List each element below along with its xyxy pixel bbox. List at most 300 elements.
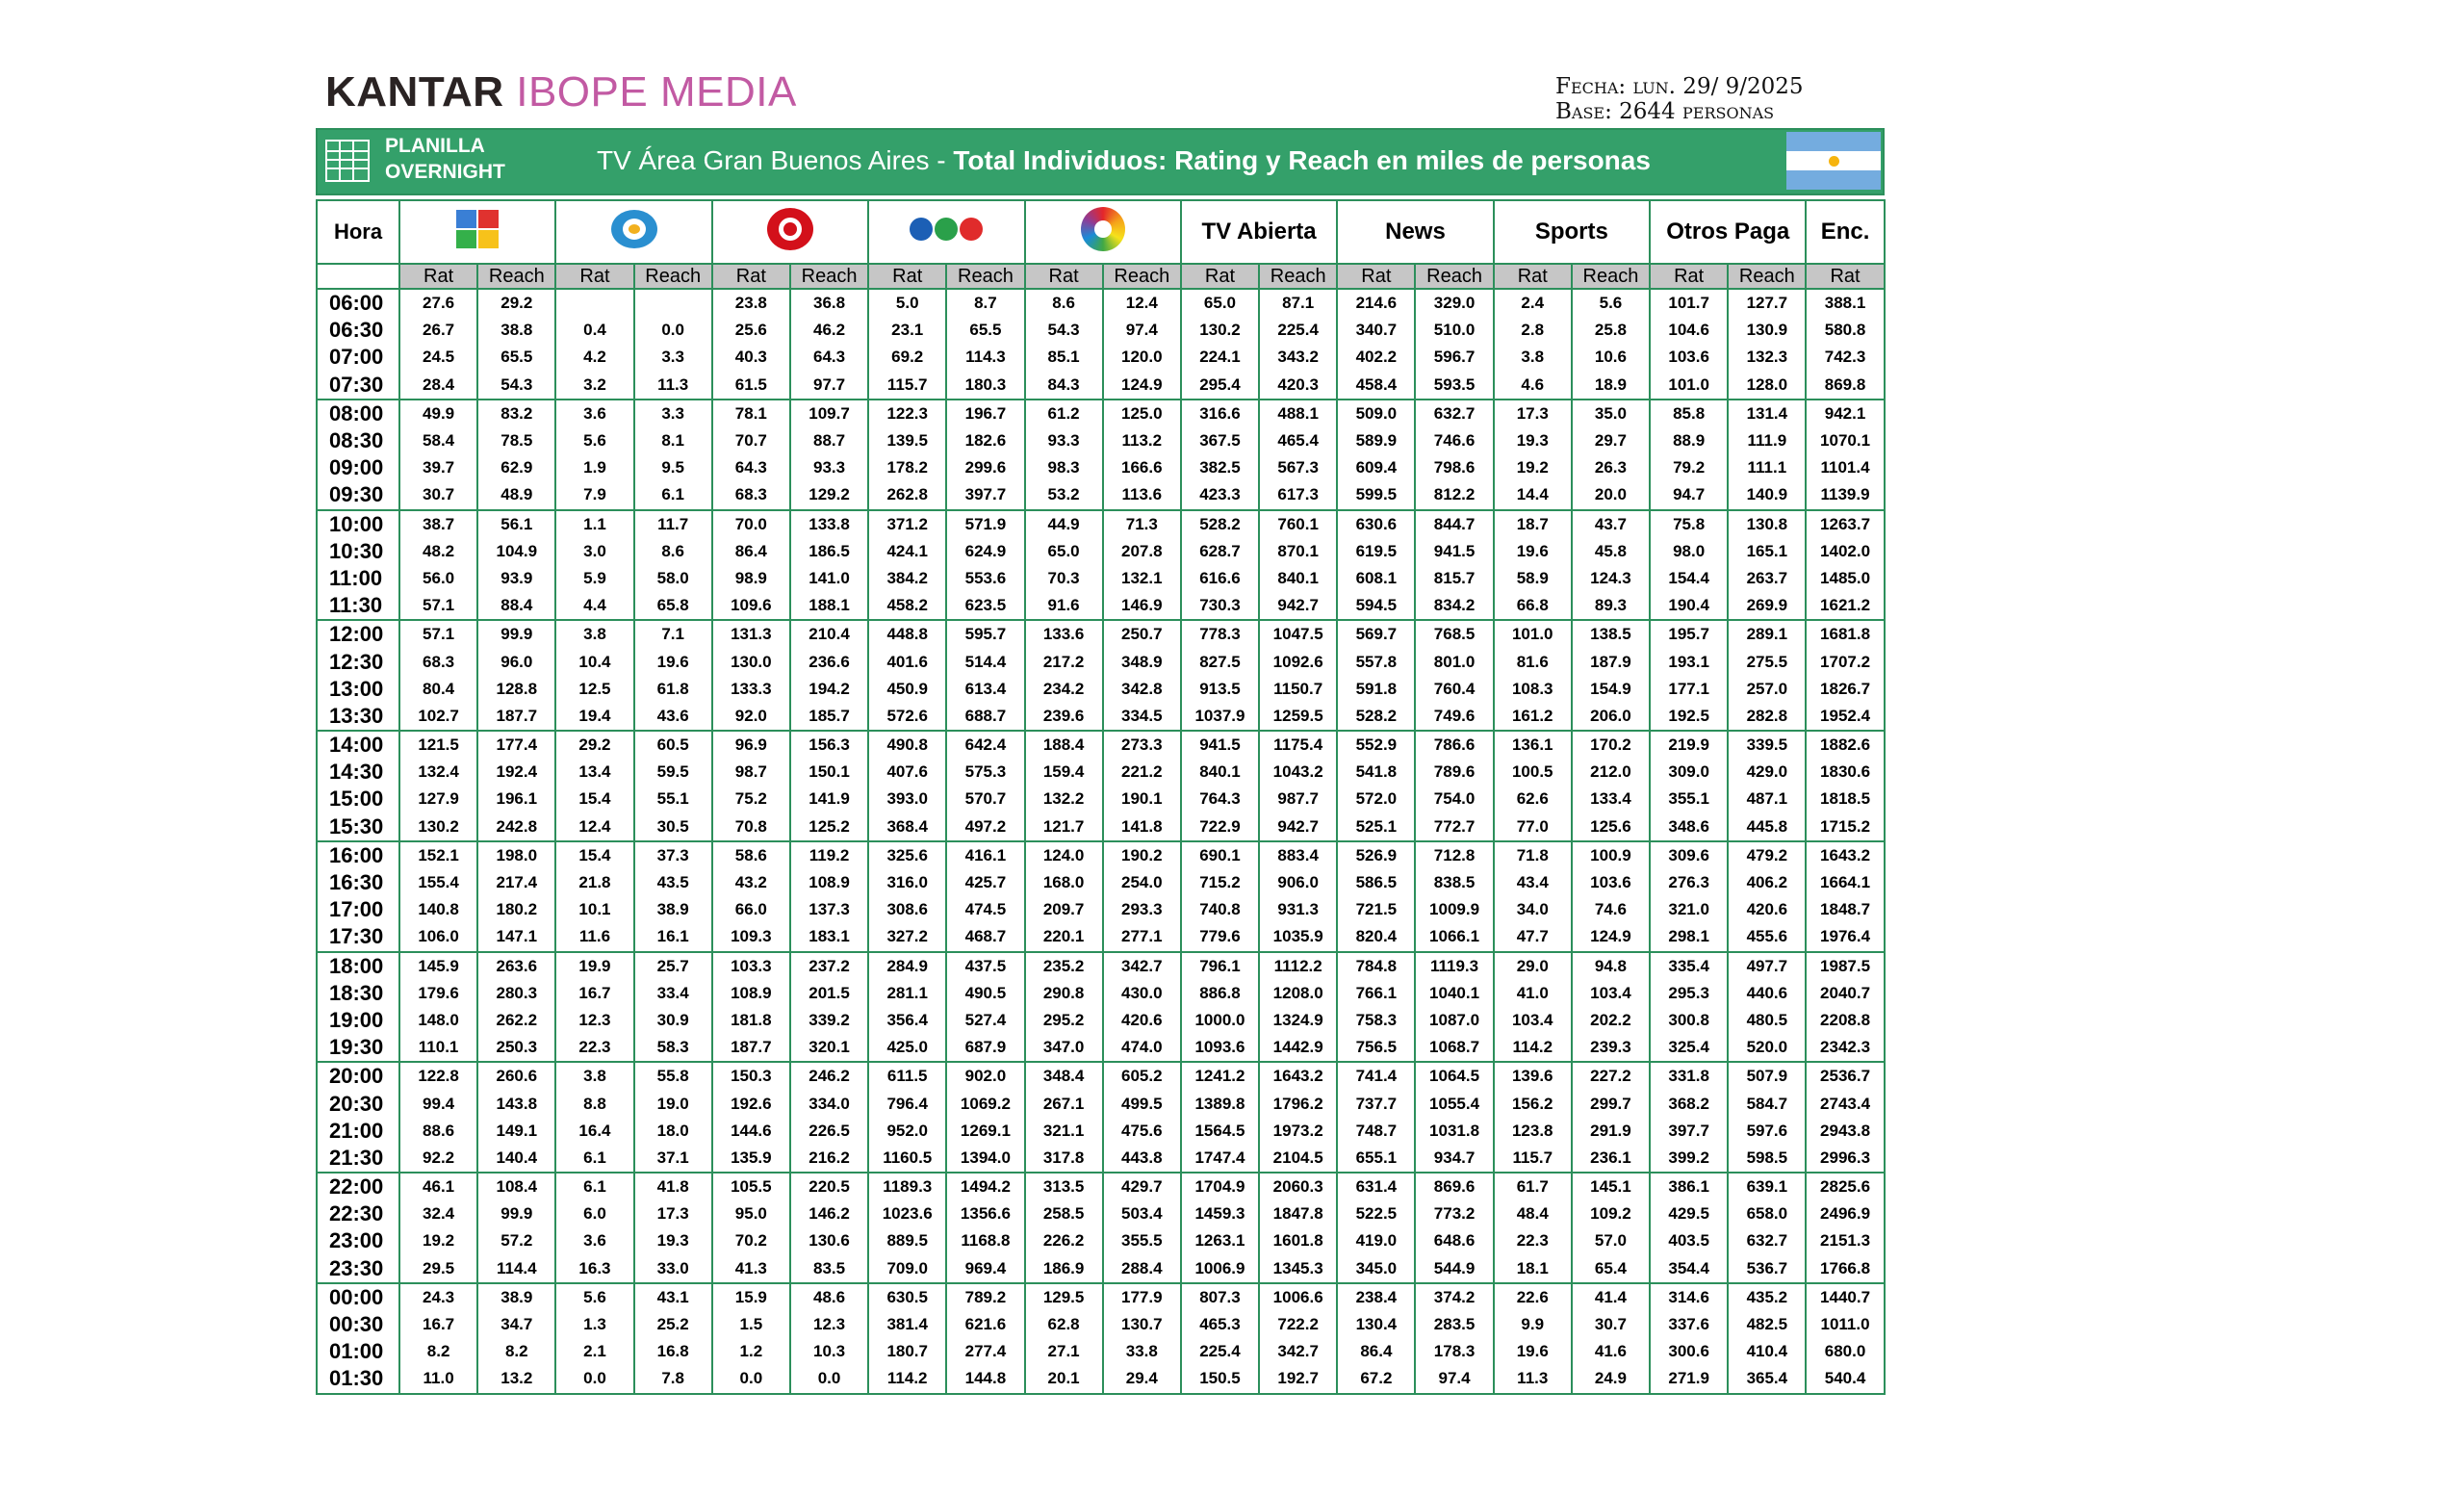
value-cell: 100.9 [1572, 841, 1650, 869]
value-cell: 11.3 [634, 372, 712, 400]
value-cell: 410.4 [1728, 1338, 1806, 1365]
value-cell: 220.5 [790, 1173, 868, 1200]
reach-subheader: Reach [1572, 264, 1650, 289]
time-cell: 06:00 [317, 289, 399, 317]
value-cell: 125.0 [1103, 400, 1181, 427]
value-cell: 242.8 [477, 813, 555, 841]
value-cell: 62.8 [1025, 1311, 1103, 1338]
value-cell: 348.6 [1650, 813, 1728, 841]
value-cell: 236.1 [1572, 1145, 1650, 1173]
value-cell: 141.9 [790, 786, 868, 812]
value-cell: 2496.9 [1806, 1200, 1884, 1227]
time-cell: 22:30 [317, 1200, 399, 1227]
value-cell: 263.6 [477, 952, 555, 980]
value-cell: 108.4 [477, 1173, 555, 1200]
table-row [317, 1227, 1885, 1254]
value-cell: 424.1 [868, 538, 946, 565]
value-cell: 0.0 [555, 1365, 633, 1393]
value-cell: 2536.7 [1806, 1062, 1884, 1090]
value-cell: 97.7 [790, 372, 868, 400]
value-cell: 490.8 [868, 731, 946, 759]
value-cell: 6.1 [555, 1145, 633, 1173]
value-cell: 122.3 [868, 400, 946, 427]
value-cell: 54.3 [1025, 317, 1103, 344]
value-cell: 130.2 [1181, 317, 1259, 344]
value-cell: 149.1 [477, 1118, 555, 1145]
value-cell: 65.0 [1025, 538, 1103, 565]
value-cell: 2996.3 [1806, 1145, 1884, 1173]
value-cell: 690.1 [1181, 841, 1259, 869]
value-cell: 12.3 [555, 1007, 633, 1034]
value-cell: 33.4 [634, 980, 712, 1007]
value-cell: 475.6 [1103, 1118, 1181, 1145]
table-row [317, 980, 1885, 1007]
value-cell: 482.5 [1728, 1311, 1806, 1338]
value-cell: 321.0 [1650, 896, 1728, 923]
value-cell: 98.7 [712, 759, 790, 786]
value-cell: 443.8 [1103, 1145, 1181, 1173]
value-cell: 61.5 [712, 372, 790, 400]
value-cell: 124.0 [1025, 841, 1103, 869]
value-cell: 503.4 [1103, 1200, 1181, 1227]
value-cell: 544.9 [1415, 1255, 1493, 1283]
value-cell: 1263.7 [1806, 510, 1884, 538]
table-row [317, 344, 1885, 371]
value-cell: 931.3 [1259, 896, 1337, 923]
value-cell: 1973.2 [1259, 1118, 1337, 1145]
value-cell: 70.0 [712, 510, 790, 538]
value-cell: 4.6 [1494, 372, 1572, 400]
value-cell: 623.5 [946, 592, 1024, 620]
value-cell: 65.0 [1181, 289, 1259, 317]
value-cell: 3.8 [555, 1062, 633, 1090]
value-cell: 1006.6 [1259, 1283, 1337, 1311]
table-row [317, 923, 1885, 951]
value-cell: 420.6 [1728, 896, 1806, 923]
value-cell: 1040.1 [1415, 980, 1493, 1007]
value-cell: 440.6 [1728, 980, 1806, 1007]
value-cell: 130.6 [790, 1227, 868, 1254]
value-cell: 62.6 [1494, 786, 1572, 812]
value-cell: 712.8 [1415, 841, 1493, 869]
value-cell: 106.0 [399, 923, 477, 951]
value-cell: 10.1 [555, 896, 633, 923]
value-cell: 196.1 [477, 786, 555, 812]
value-cell: 320.1 [790, 1034, 868, 1062]
value-cell: 760.4 [1415, 676, 1493, 703]
value-cell: 348.4 [1025, 1062, 1103, 1090]
value-cell: 8.6 [1025, 289, 1103, 317]
planilla-sheet [316, 63, 1885, 1395]
value-cell: 146.2 [790, 1200, 868, 1227]
value-cell: 57.1 [399, 620, 477, 648]
value-cell: 78.5 [477, 427, 555, 454]
value-cell: 109.2 [1572, 1200, 1650, 1227]
value-cell: 479.2 [1728, 841, 1806, 869]
value-cell: 838.5 [1415, 869, 1493, 896]
value-cell: 140.8 [399, 896, 477, 923]
value-cell: 632.7 [1415, 400, 1493, 427]
value-cell: 329.0 [1415, 289, 1493, 317]
value-cell: 347.0 [1025, 1034, 1103, 1062]
value-cell: 131.4 [1728, 400, 1806, 427]
value-cell: 334.5 [1103, 703, 1181, 731]
value-cell: 342.7 [1259, 1338, 1337, 1365]
time-cell: 22:00 [317, 1173, 399, 1200]
value-cell: 139.6 [1494, 1062, 1572, 1090]
value-cell: 260.6 [477, 1062, 555, 1090]
report-base: Base: 2644 personas [1555, 99, 1775, 124]
value-cell: 308.6 [868, 896, 946, 923]
value-cell: 120.0 [1103, 344, 1181, 371]
value-cell: 429.7 [1103, 1173, 1181, 1200]
time-cell: 09:00 [317, 454, 399, 481]
value-cell: 784.8 [1337, 952, 1415, 980]
value-cell: 458.4 [1337, 372, 1415, 400]
value-cell: 754.0 [1415, 786, 1493, 812]
value-cell: 339.2 [790, 1007, 868, 1034]
value-cell: 109.7 [790, 400, 868, 427]
value-cell: 58.4 [399, 427, 477, 454]
value-cell: 3.6 [555, 400, 633, 427]
value-cell: 97.4 [1415, 1365, 1493, 1393]
value-cell: 19.3 [1494, 427, 1572, 454]
value-cell: 45.8 [1572, 538, 1650, 565]
time-cell: 20:00 [317, 1062, 399, 1090]
value-cell: 300.8 [1650, 1007, 1728, 1034]
value-cell: 144.8 [946, 1365, 1024, 1393]
value-cell: 19.2 [399, 1227, 477, 1254]
value-cell: 224.1 [1181, 344, 1259, 371]
value-cell: 41.6 [1572, 1338, 1650, 1365]
value-cell: 1064.5 [1415, 1062, 1493, 1090]
value-cell: 111.9 [1728, 427, 1806, 454]
value-cell: 3.3 [634, 344, 712, 371]
value-cell: 1093.6 [1181, 1034, 1259, 1062]
table-row [317, 952, 1885, 980]
argentina-flag-icon [1786, 132, 1881, 190]
value-cell: 952.0 [868, 1118, 946, 1145]
value-cell: 490.5 [946, 980, 1024, 1007]
value-cell: 295.2 [1025, 1007, 1103, 1034]
value-cell: 584.7 [1728, 1090, 1806, 1117]
time-cell: 16:00 [317, 841, 399, 869]
value-cell: 337.6 [1650, 1311, 1728, 1338]
value-cell: 178.2 [868, 454, 946, 481]
value-cell: 55.1 [634, 786, 712, 812]
time-cell: 15:00 [317, 786, 399, 812]
value-cell: 756.5 [1337, 1034, 1415, 1062]
value-cell: 289.1 [1728, 620, 1806, 648]
value-cell: 1.1 [555, 510, 633, 538]
time-cell: 07:00 [317, 344, 399, 371]
value-cell: 124.9 [1103, 372, 1181, 400]
value-cell: 267.1 [1025, 1090, 1103, 1117]
value-cell: 22.3 [555, 1034, 633, 1062]
tv-abierta-header: TV Abierta [1181, 200, 1337, 264]
value-cell: 7.9 [555, 481, 633, 509]
value-cell: 133.6 [1025, 620, 1103, 648]
time-cell: 19:30 [317, 1034, 399, 1062]
ratings-body [317, 289, 1885, 1394]
value-cell: 812.2 [1415, 481, 1493, 509]
value-cell: 1043.2 [1259, 759, 1337, 786]
enc-header: Enc. [1806, 200, 1884, 264]
table-row [317, 786, 1885, 812]
value-cell: 1707.2 [1806, 648, 1884, 675]
value-cell: 630.6 [1337, 510, 1415, 538]
value-cell: 1643.2 [1806, 841, 1884, 869]
table-row [317, 1338, 1885, 1365]
value-cell: 127.9 [399, 786, 477, 812]
value-cell: 766.1 [1337, 980, 1415, 1007]
value-cell: 429.5 [1650, 1200, 1728, 1227]
value-cell: 71.8 [1494, 841, 1572, 869]
value-cell: 187.7 [712, 1034, 790, 1062]
value-cell: 61.8 [634, 676, 712, 703]
value-cell: 730.3 [1181, 592, 1259, 620]
value-cell: 38.9 [477, 1283, 555, 1311]
value-cell: 1664.1 [1806, 869, 1884, 896]
value-cell: 10.3 [790, 1338, 868, 1365]
value-cell: 235.2 [1025, 952, 1103, 980]
value-cell: 27.1 [1025, 1338, 1103, 1365]
time-cell: 16:30 [317, 869, 399, 896]
value-cell: 110.1 [399, 1034, 477, 1062]
value-cell: 709.0 [868, 1255, 946, 1283]
value-cell: 598.5 [1728, 1145, 1806, 1173]
value-cell: 608.1 [1337, 565, 1415, 592]
value-cell: 209.7 [1025, 896, 1103, 923]
value-cell: 108.3 [1494, 676, 1572, 703]
planilla-label: PLANILLA OVERNIGHT [385, 135, 505, 183]
time-cell: 19:00 [317, 1007, 399, 1034]
value-cell: 2.1 [555, 1338, 633, 1365]
value-cell: 1168.8 [946, 1227, 1024, 1254]
value-cell: 599.5 [1337, 481, 1415, 509]
value-cell: 572.6 [868, 703, 946, 731]
value-cell: 488.1 [1259, 400, 1337, 427]
value-cell: 632.7 [1728, 1227, 1806, 1254]
value-cell: 89.3 [1572, 592, 1650, 620]
value-cell: 2825.6 [1806, 1173, 1884, 1200]
channel-9-icon [712, 200, 868, 264]
value-cell: 66.0 [712, 896, 790, 923]
value-cell: 41.3 [712, 1255, 790, 1283]
value-cell: 374.2 [1415, 1283, 1493, 1311]
value-cell: 186.9 [1025, 1255, 1103, 1283]
value-cell: 342.8 [1103, 676, 1181, 703]
value-cell: 397.7 [1650, 1118, 1728, 1145]
value-cell: 525.1 [1337, 813, 1415, 841]
value-cell: 257.0 [1728, 676, 1806, 703]
value-cell: 29.0 [1494, 952, 1572, 980]
value-cell: 0.0 [790, 1365, 868, 1393]
value-cell: 29.7 [1572, 427, 1650, 454]
time-cell: 21:00 [317, 1118, 399, 1145]
value-cell: 298.1 [1650, 923, 1728, 951]
value-cell: 68.3 [399, 648, 477, 675]
value-cell: 429.0 [1728, 759, 1806, 786]
value-cell: 314.6 [1650, 1283, 1728, 1311]
time-cell: 23:00 [317, 1227, 399, 1254]
value-cell: 11.0 [399, 1365, 477, 1393]
value-cell: 56.0 [399, 565, 477, 592]
value-cell: 132.1 [1103, 565, 1181, 592]
value-cell: 104.6 [1650, 317, 1728, 344]
value-cell: 740.8 [1181, 896, 1259, 923]
value-cell: 135.9 [712, 1145, 790, 1173]
value-cell: 183.1 [790, 923, 868, 951]
value-cell: 510.0 [1415, 317, 1493, 344]
value-cell: 111.1 [1728, 454, 1806, 481]
value-cell: 219.9 [1650, 731, 1728, 759]
value-cell: 1009.9 [1415, 896, 1493, 923]
value-cell: 325.4 [1650, 1034, 1728, 1062]
value-cell: 507.9 [1728, 1062, 1806, 1090]
value-cell: 250.7 [1103, 620, 1181, 648]
value-cell: 1818.5 [1806, 786, 1884, 812]
value-cell: 115.7 [1494, 1145, 1572, 1173]
value-cell: 65.8 [634, 592, 712, 620]
value-cell: 125.2 [790, 813, 868, 841]
value-cell: 19.6 [1494, 538, 1572, 565]
value-cell: 38.8 [477, 317, 555, 344]
value-cell: 212.0 [1572, 759, 1650, 786]
value-cell: 190.4 [1650, 592, 1728, 620]
value-cell: 291.9 [1572, 1118, 1650, 1145]
value-cell: 367.5 [1181, 427, 1259, 454]
value-cell: 942.1 [1806, 400, 1884, 427]
value-cell: 1459.3 [1181, 1200, 1259, 1227]
value-cell: 19.9 [555, 952, 633, 980]
spreadsheet-icon [325, 140, 370, 182]
value-cell: 12.4 [1103, 289, 1181, 317]
value-cell: 553.6 [946, 565, 1024, 592]
time-cell: 15:30 [317, 813, 399, 841]
table-row [317, 896, 1885, 923]
value-cell: 56.1 [477, 510, 555, 538]
time-cell: 17:00 [317, 896, 399, 923]
value-cell: 474.0 [1103, 1034, 1181, 1062]
value-cell: 19.0 [634, 1090, 712, 1117]
value-cell: 123.8 [1494, 1118, 1572, 1145]
time-cell: 17:30 [317, 923, 399, 951]
value-cell: 190.1 [1103, 786, 1181, 812]
value-cell: 38.7 [399, 510, 477, 538]
value-cell: 77.0 [1494, 813, 1572, 841]
time-cell: 18:30 [317, 980, 399, 1007]
value-cell: 28.4 [399, 372, 477, 400]
table-row [317, 1118, 1885, 1145]
value-cell: 22.3 [1494, 1227, 1572, 1254]
value-cell: 334.0 [790, 1090, 868, 1117]
value-cell: 19.3 [634, 1227, 712, 1254]
table-row [317, 1255, 1885, 1283]
value-cell: 16.8 [634, 1338, 712, 1365]
value-cell: 16.1 [634, 923, 712, 951]
value-cell: 85.8 [1650, 400, 1728, 427]
value-cell: 155.4 [399, 869, 477, 896]
value-cell: 103.4 [1494, 1007, 1572, 1034]
value-cell: 48.9 [477, 481, 555, 509]
value-cell: 1119.3 [1415, 952, 1493, 980]
time-cell: 08:00 [317, 400, 399, 427]
value-cell: 128.0 [1728, 372, 1806, 400]
value-cell: 18.0 [634, 1118, 712, 1145]
value-cell: 130.8 [1728, 510, 1806, 538]
hora-header: Hora [317, 200, 399, 264]
value-cell: 119.2 [790, 841, 868, 869]
value-cell: 19.4 [555, 703, 633, 731]
value-cell: 595.7 [946, 620, 1024, 648]
value-cell: 13.2 [477, 1365, 555, 1393]
rat-subheader: Rat [1650, 264, 1728, 289]
value-cell: 295.4 [1181, 372, 1259, 400]
value-cell: 179.6 [399, 980, 477, 1007]
value-cell: 156.3 [790, 731, 868, 759]
value-cell: 1259.5 [1259, 703, 1337, 731]
value-cell: 194.2 [790, 676, 868, 703]
value-cell: 115.7 [868, 372, 946, 400]
value-cell: 290.8 [1025, 980, 1103, 1007]
value-cell: 722.2 [1259, 1311, 1337, 1338]
value-cell: 339.5 [1728, 731, 1806, 759]
value-cell: 81.6 [1494, 648, 1572, 675]
value-cell: 1023.6 [868, 1200, 946, 1227]
time-cell: 10:00 [317, 510, 399, 538]
value-cell: 114.4 [477, 1255, 555, 1283]
value-cell: 180.3 [946, 372, 1024, 400]
value-cell: 101.7 [1650, 289, 1728, 317]
value-cell: 48.4 [1494, 1200, 1572, 1227]
value-cell: 86.4 [1337, 1338, 1415, 1365]
value-cell: 1345.3 [1259, 1255, 1337, 1283]
value-cell: 1069.2 [946, 1090, 1024, 1117]
table-row [317, 759, 1885, 786]
value-cell: 419.0 [1337, 1227, 1415, 1254]
time-cell: 01:00 [317, 1338, 399, 1365]
report-header [316, 63, 1885, 128]
value-cell: 202.2 [1572, 1007, 1650, 1034]
value-cell: 1150.7 [1259, 676, 1337, 703]
reach-subheader: Reach [634, 264, 712, 289]
time-cell: 21:30 [317, 1145, 399, 1173]
value-cell: 114.2 [1494, 1034, 1572, 1062]
value-cell: 113.2 [1103, 427, 1181, 454]
value-cell: 114.3 [946, 344, 1024, 371]
value-cell: 43.4 [1494, 869, 1572, 896]
value-cell: 445.8 [1728, 813, 1806, 841]
channel-11-icon [868, 200, 1024, 264]
value-cell: 889.5 [868, 1227, 946, 1254]
value-cell: 148.0 [399, 1007, 477, 1034]
value-cell: 137.3 [790, 896, 868, 923]
value-cell: 65.4 [1572, 1255, 1650, 1283]
channel-7-icon [555, 200, 711, 264]
value-cell: 2208.8 [1806, 1007, 1884, 1034]
value-cell: 1681.8 [1806, 620, 1884, 648]
value-cell: 342.7 [1103, 952, 1181, 980]
value-cell: 6.1 [634, 481, 712, 509]
value-cell: 1356.6 [946, 1200, 1024, 1227]
value-cell: 144.6 [712, 1118, 790, 1145]
value-cell: 225.4 [1259, 317, 1337, 344]
value-cell: 88.6 [399, 1118, 477, 1145]
value-cell: 589.9 [1337, 427, 1415, 454]
value-cell: 403.5 [1650, 1227, 1728, 1254]
value-cell: 181.8 [712, 1007, 790, 1034]
